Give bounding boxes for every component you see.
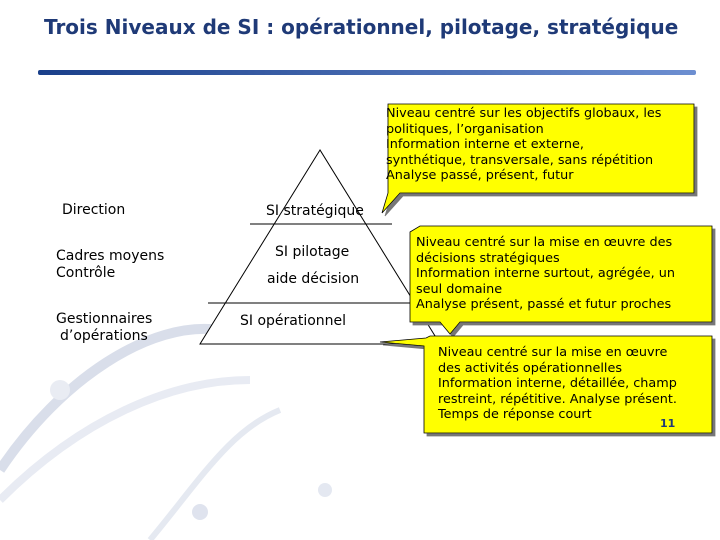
level-direction: Direction bbox=[62, 202, 126, 218]
callout-operationnel-line: restreint, répétitive. Analyse présent. bbox=[438, 391, 677, 407]
pyramid-si-strategique: SI stratégique bbox=[266, 203, 364, 219]
callout-strategique-line: synthétique, transversale, sans répétition bbox=[386, 152, 654, 168]
page-number: 11 bbox=[660, 417, 676, 430]
callout-strategique-line: politiques, l’organisation bbox=[386, 121, 544, 137]
callout-strategique-line: Information interne et externe, bbox=[386, 137, 584, 153]
callout-pilotage-text bbox=[416, 235, 675, 313]
callout-pilotage-line: seul domaine bbox=[416, 281, 503, 297]
callout-strategique-line: Niveau centré sur les objectifs globaux, les bbox=[386, 106, 662, 121]
callout-strategique-line: Analyse passé, présent, futur bbox=[386, 168, 574, 184]
callout-operationnel-line: Information interne, détaillée, champ bbox=[438, 376, 677, 392]
callout-pilotage-line: Niveau centré sur la mise en œuvre des bbox=[416, 235, 673, 250]
pyramid-aide-decision: aide décision bbox=[267, 271, 360, 287]
page-title: Trois Niveaux de SI : opérationnel, pilotage, stratégique bbox=[44, 15, 679, 39]
level-cadres-line1: Cadres moyens bbox=[56, 248, 165, 264]
pyramid-si-pilotage: SI pilotage bbox=[275, 244, 350, 260]
callout-pilotage-line: Information interne surtout, agrégée, un bbox=[416, 266, 675, 282]
callout-operationnel-line: Temps de réponse court bbox=[438, 407, 592, 423]
callout-pilotage-line: Analyse présent, passé et futur proches bbox=[416, 297, 672, 313]
callout-pilotage-line: décisions stratégiques bbox=[416, 250, 560, 266]
callout-operationnel-line: Niveau centré sur la mise en œuvre bbox=[438, 345, 668, 360]
callout-operationnel-text bbox=[438, 345, 677, 423]
level-gest-line2: d’opérations bbox=[60, 328, 148, 344]
level-gest-line1: Gestionnaires bbox=[56, 311, 153, 327]
callout-strategique-text bbox=[386, 106, 661, 184]
pyramid-si-operationnel: SI opérationnel bbox=[240, 313, 347, 329]
level-cadres-line2: Contrôle bbox=[56, 265, 116, 281]
callout-operationnel-line: des activités opérationnelles bbox=[438, 360, 623, 376]
